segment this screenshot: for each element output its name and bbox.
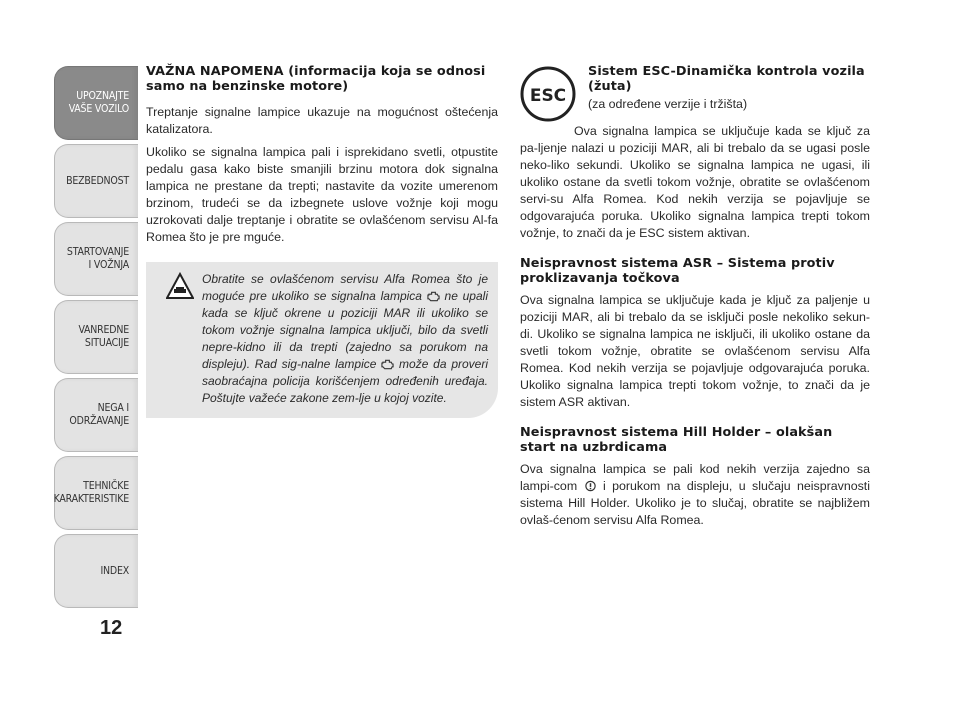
- esc-logo-text: ESC: [529, 86, 567, 106]
- warning-note-box: [146, 262, 498, 418]
- hh-part-2: i porukom na displeju, u slučaju neispravnosti sistema Hill Holder. Ukoliko je to slučaj, obratite se najbližem ovlaš-ćenom servisu Alfa Romea.: [520, 479, 871, 527]
- note-part-2: ne upali kada se ključ okrene u poziciji MAR ili ukoliko se tokom vožnje signalna lampica uključi, bilo da svetli nepre-kidno ili da trepti (zajedno sa porukom na displeju). Rad sig-nalne lampice: [202, 289, 488, 371]
- note-part-1: Obratite se ovlašćenom servisu Alfa Romea što je moguće pre ukoliko se signalna lampica: [202, 272, 488, 303]
- tab-label: BEZBEDNOST: [66, 174, 129, 187]
- tab-tehnicke-karakteristike[interactable]: [54, 456, 138, 530]
- tab-label: STARTOVANJE I VOŽNJA: [66, 246, 129, 271]
- tab-index[interactable]: [54, 534, 138, 608]
- esc-title-block: [588, 64, 868, 112]
- engine-check-icon: [381, 358, 394, 370]
- tab-label: UPOZNAJTE VAŠE VOZILO: [68, 90, 129, 115]
- page-number: 12: [100, 617, 123, 639]
- hh-part-1: Ova signalna lampica se pali kod nekih verzija zajedno sa lampi-com: [520, 462, 870, 493]
- tab-label: TEHNIČKE KARAKTERISTIKE: [53, 480, 129, 505]
- note-part-3: može da proveri saobraćajna policija korišćenjem određenih uređaja. Poštujte važeće zakone zem-lje u kojoj vozite.: [202, 357, 488, 405]
- tab-nega-i-odrzavanje[interactable]: [54, 378, 138, 452]
- tab-upoznajte-vase-vozilo[interactable]: [54, 66, 138, 140]
- tab-label: NEGA I ODRŽAVANJE: [69, 402, 129, 427]
- esc-badge-icon: [520, 66, 576, 122]
- paragraph-blinking-lamp: Ukoliko se signalna lampica pali i isprekidano svetli, otpustite pedalu gasa kako biste smanjili brzinu motora dok signalna lampica ne prestane da trepti; nastavite da vozite umerenom brzinom, trudeći se da izbegnete uslove vožnje koji mogu uzrokovati dalje treptanje i obratite se ovlašćenom servisu Al-fa Romea što je pre mguće.: [146, 145, 498, 244]
- engine-check-icon: [427, 290, 440, 302]
- tab-startovanje-i-voznja[interactable]: [54, 222, 138, 296]
- warning-triangle-icon: [166, 272, 194, 300]
- tab-label: VANREDNE SITUACIJE: [78, 324, 129, 349]
- warning-note-text: [156, 271, 488, 407]
- paragraph-hill-holder: [520, 461, 870, 529]
- system-failure-icon: [584, 480, 597, 492]
- tab-vanredne-situacije[interactable]: [54, 300, 138, 374]
- paragraph-esc: Ova signalna lampica se uključuje kada se ključ za pa-ljenje nalazi u poziciji MAR, ali bi trebalo da se ugasi posle neko-liko sekundi. Ukoliko se signalna lampica ne ugasi, ili ukoliko ostane da svetli tokom vožnje, obratite se ovlašćenom servi-su Alfa Romea. Kod nekih verzija se pojavljuje se odgovarajuća poruka. Ukoliko signalna lampica trepti tokom vožnje, to znači da je ESC sistem aktivan.: [520, 124, 870, 240]
- asr-heading: Neispravnost sistema ASR – Sistema protiv proklizavanja točkova: [520, 256, 835, 286]
- esc-subheading: (za određene verzije i tržišta): [588, 97, 748, 111]
- paragraph-asr: Ova signalna lampica se uključuje kada je ključ za paljenje u poziciji MAR, ali bi trebalo da se isključi posle nekoliko sekun-di. Ukoliko se signalna lampica ne isključi, ili ukoliko ostane da svetli tokom vožnje, obratite se ovlašćenom servisu Alfa Romea. Kod nekih verzija se pojavljuje odgovarajuća poruka. Ukoliko signalna lampica trepti tokom vožnje, to znači da je sistem ASR aktivan.: [520, 293, 870, 409]
- right-column: [520, 123, 870, 529]
- tab-bezbednost[interactable]: [54, 144, 138, 218]
- left-column: [146, 64, 498, 246]
- esc-heading: Sistem ESC-Dinamička kontrola vozila (žuta): [588, 64, 865, 94]
- tab-label: INDEX: [100, 564, 129, 577]
- important-note-heading: VAŽNA NAPOMENA (informacija koja se odnosi samo na benzinske motore): [146, 64, 486, 94]
- hill-holder-heading: Neispravnost sistema Hill Holder – olakšan start na uzbrdicama: [520, 425, 833, 455]
- paragraph-catalyst: Treptanje signalne lampice ukazuje na mogućnost oštećenja katalizatora.: [146, 105, 498, 136]
